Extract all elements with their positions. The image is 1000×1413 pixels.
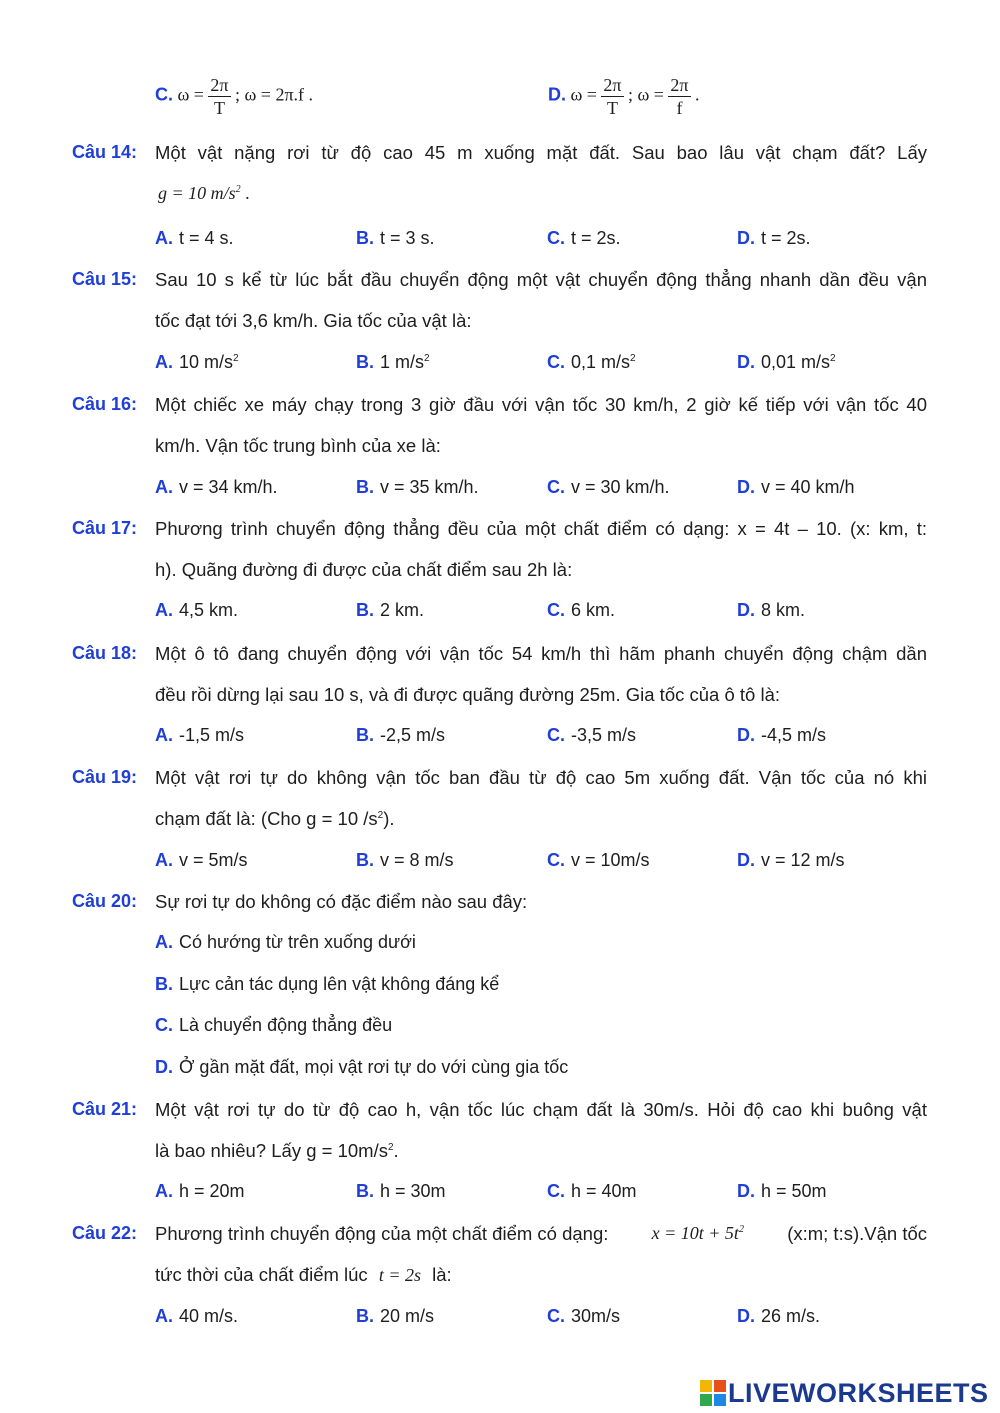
superscript: 2 [377,809,384,821]
option-label: A. [155,477,173,497]
option-label: B. [356,600,374,620]
option-text: Có hướng từ trên xuống dưới [179,932,416,952]
q21-option-a[interactable] [155,1181,245,1202]
fraction-numerator: 2π [603,75,622,95]
option-text: -4,5 m/s [761,725,827,745]
q13-c-fraction [208,74,230,119]
q20-line-1: Sự rơi tự do không có đặc điểm nào sau đây: [155,891,528,912]
q13-d-fraction-1 [601,74,623,119]
option-label: D. [548,84,566,105]
line-end: . [240,183,250,203]
option-text: v = 10m/s [571,850,650,870]
q15-option-c[interactable] [547,352,636,373]
option-text: 0,1 m/s [571,352,631,372]
option-label: D. [737,850,755,870]
q18-line-2: đều rồi dừng lại sau 10 s, và đi được quãng đường 25m. Gia tốc của ô tô là: [155,684,780,705]
q14-label: Câu 14: [72,142,138,162]
option-label: D. [737,1306,755,1326]
liveworksheets-logo[interactable] [700,1378,989,1408]
q15-option-d[interactable] [737,352,836,373]
option-text: 8 km. [761,600,806,620]
option-text: 10 m/s [179,352,234,372]
q14-option-d[interactable] [737,228,811,249]
option-text: 30m/s [571,1306,621,1326]
formula-text: x = 10t + 5t [651,1223,739,1243]
q13-d-fraction-2 [668,74,690,119]
option-label: D. [737,1181,755,1201]
q17-option-b[interactable] [356,600,424,621]
q19-label: Câu 19: [72,767,138,787]
option-text: Lực cản tác dụng lên vật không đáng kể [179,974,500,994]
q21-option-b[interactable] [356,1181,446,1202]
option-text: -2,5 m/s [380,725,446,745]
q17-option-d[interactable] [737,600,805,621]
option-label: B. [356,1181,374,1201]
q13-c-lhs: ω = [177,84,204,105]
option-label: A. [155,1306,173,1326]
superscript: 2 [630,353,636,364]
q18-label: Câu 18: [72,643,138,663]
q20-label: Câu 20: [72,891,138,911]
q14-line-2 [158,183,250,204]
q17-line-1: Phương trình chuyển động thẳng đều của một chất điểm có dạng: x = 4t – 10. (x: km, t: [155,518,927,539]
q13-option-c [155,74,313,119]
fraction-denominator: T [213,98,225,118]
q18-option-c[interactable] [547,725,636,746]
gravity-formula: g = 10 m/s [158,183,236,203]
option-label: A. [155,600,173,620]
option-label: A. [155,850,173,870]
option-label: B. [356,1306,374,1326]
option-label: A. [155,725,173,745]
q13-d-end: . [694,84,700,105]
q18-option-d[interactable] [737,725,826,746]
line-text: chạm đất là: (Cho g = 10 /s [155,808,378,829]
q15-option-a[interactable] [155,352,239,373]
option-label: B. [356,725,374,745]
option-text: t = 4 s. [179,228,234,248]
q22-option-c[interactable] [547,1306,620,1327]
q20-option-a[interactable] [155,932,416,953]
superscript: 2 [235,184,241,195]
option-label: C. [155,84,173,105]
option-label: C. [155,1015,173,1035]
logo-text: LIVEWORKSHEETS [728,1377,989,1408]
option-text: v = 40 km/h [761,477,855,497]
option-label: D. [737,228,755,248]
q15-line-1: Sau 10 s kể từ lúc bắt đầu chuyển động một vật chuyển động thẳng nhanh dần đều vận [155,269,927,290]
option-text: 0,01 m/s [761,352,831,372]
line-text-end: (x:m; t:s).Vận tốc [787,1223,927,1244]
q19-option-a[interactable] [155,850,248,871]
option-text: v = 5m/s [179,850,248,870]
option-text: Ở gần mặt đất, mọi vật rơi tự do với cùng gia tốc [179,1057,569,1077]
line-text: là bao nhiêu? Lấy g = 10m/s [155,1140,388,1161]
q13-option-d [548,74,699,119]
option-text: 1 m/s [380,352,425,372]
option-label: A. [155,1181,173,1201]
option-label: C. [547,228,565,248]
q16-label: Câu 16: [72,394,138,414]
line-end: là: [432,1264,452,1285]
option-label: C. [547,352,565,372]
superscript: 2 [738,1224,744,1235]
q21-option-d[interactable] [737,1181,827,1202]
q20-option-c[interactable] [155,1015,392,1036]
q13-c-rest: ; ω = 2π.f . [234,84,314,105]
option-text: h = 20m [179,1181,245,1201]
q16-option-d[interactable] [737,477,855,498]
position-formula [652,1223,744,1245]
q14-option-a[interactable] [155,228,234,249]
option-text: v = 30 km/h. [571,477,670,497]
q19-option-d[interactable] [737,850,845,871]
option-label: D. [737,600,755,620]
option-text: 20 m/s [380,1306,435,1326]
fraction-numerator: 2π [670,75,689,95]
option-text: -3,5 m/s [571,725,637,745]
line-text: tức thời của chất điểm lúc [155,1264,368,1285]
fraction-denominator: f [676,98,683,118]
option-label: C. [547,725,565,745]
q16-line-2: km/h. Vận tốc trung bình của xe là: [155,435,441,456]
option-label: C. [547,600,565,620]
option-text: h = 50m [761,1181,827,1201]
q17-option-a[interactable] [155,600,238,621]
q19-line-1: Một vật rơi tự do không vận tốc ban đầu từ độ cao 5m xuống đất. Vận tốc của nó khi [155,767,927,788]
option-text: v = 12 m/s [761,850,845,870]
option-label: A. [155,932,173,952]
fraction-denominator: T [606,98,618,118]
option-text: 40 m/s. [179,1306,239,1326]
line-text: Phương trình chuyển động của một chất điểm có dạng: [155,1223,609,1244]
option-label: D. [155,1057,173,1077]
q16-option-c[interactable] [547,477,670,498]
option-text: Là chuyển động thẳng đều [179,1015,393,1035]
option-text: 6 km. [571,600,616,620]
q22-option-a[interactable] [155,1306,238,1327]
fraction-numerator: 2π [210,75,229,95]
option-label: A. [155,352,173,372]
q22-option-d[interactable] [737,1306,820,1327]
q17-label: Câu 17: [72,518,138,538]
q17-option-c[interactable] [547,600,615,621]
option-text: -1,5 m/s [179,725,245,745]
q15-label: Câu 15: [72,269,138,289]
q21-label: Câu 21: [72,1099,138,1119]
option-label: B. [356,850,374,870]
q22-line-1 [155,1223,927,1245]
option-text: 26 m/s. [761,1306,821,1326]
option-text: t = 2s. [761,228,811,248]
option-text: h = 40m [571,1181,637,1201]
option-label: D. [737,477,755,497]
q19-option-b[interactable] [356,850,454,871]
line-end: ). [383,808,395,829]
option-label: A. [155,228,173,248]
option-label: B. [155,974,173,994]
option-text: 2 km. [380,600,425,620]
q14-option-c[interactable] [547,228,621,249]
q14-option-b[interactable] [356,228,435,249]
q19-option-c[interactable] [547,850,650,871]
q16-line-1: Một chiếc xe máy chạy trong 3 giờ đầu với vận tốc 30 km/h, 2 giờ kế tiếp với vận tốc 40 [155,394,927,415]
option-label: B. [356,477,374,497]
option-label: D. [737,352,755,372]
option-text: 4,5 km. [179,600,239,620]
option-text: t = 3 s. [380,228,435,248]
q22-line-2 [155,1264,927,1286]
q19-line-2 [155,808,927,830]
q14-line-1: Một vật nặng rơi từ độ cao 45 m xuống mặt đất. Sau bao lâu vật chạm đất? Lấy [155,142,927,163]
q18-option-b[interactable] [356,725,445,746]
option-text: v = 8 m/s [380,850,454,870]
option-text: v = 34 km/h. [179,477,278,497]
q13-d-mid: ; ω = [627,84,664,105]
q21-option-c[interactable] [547,1181,637,1202]
q21-line-2 [155,1140,927,1162]
option-label: C. [547,850,565,870]
q18-line-1: Một ô tô đang chuyển động với vận tốc 54 km/h thì hãm phanh chuyển động chậm dần [155,643,927,664]
option-label: D. [737,725,755,745]
option-label: C. [547,1181,565,1201]
superscript: 2 [830,353,836,364]
option-text: t = 2s. [571,228,621,248]
q15-line-2: tốc đạt tới 3,6 km/h. Gia tốc của vật là: [155,310,472,331]
option-label: C. [547,477,565,497]
time-formula: t = 2s [378,1265,421,1285]
superscript: 2 [424,353,430,364]
q20-option-b[interactable] [155,974,499,995]
q15-option-b[interactable] [356,352,430,373]
option-label: C. [547,1306,565,1326]
q17-line-2: h). Quãng đường đi được của chất điểm sau 2h là: [155,559,573,580]
superscript: 2 [387,1141,394,1153]
superscript: 2 [233,353,239,364]
q18-option-a[interactable] [155,725,244,746]
option-text: h = 30m [380,1181,446,1201]
q20-option-d[interactable] [155,1057,568,1078]
line-end: . [393,1140,399,1161]
liveworksheets-logo-icon [700,1380,726,1406]
q16-option-a[interactable] [155,477,278,498]
q22-option-b[interactable] [356,1306,434,1327]
q13-d-lhs: ω = [570,84,597,105]
q21-line-1: Một vật rơi tự do từ độ cao h, vận tốc lúc chạm đất là 30m/s. Hỏi độ cao khi buông vật [155,1099,927,1120]
option-text: v = 35 km/h. [380,477,479,497]
q16-option-b[interactable] [356,477,479,498]
option-label: B. [356,228,374,248]
option-label: B. [356,352,374,372]
q22-label: Câu 22: [72,1223,138,1243]
